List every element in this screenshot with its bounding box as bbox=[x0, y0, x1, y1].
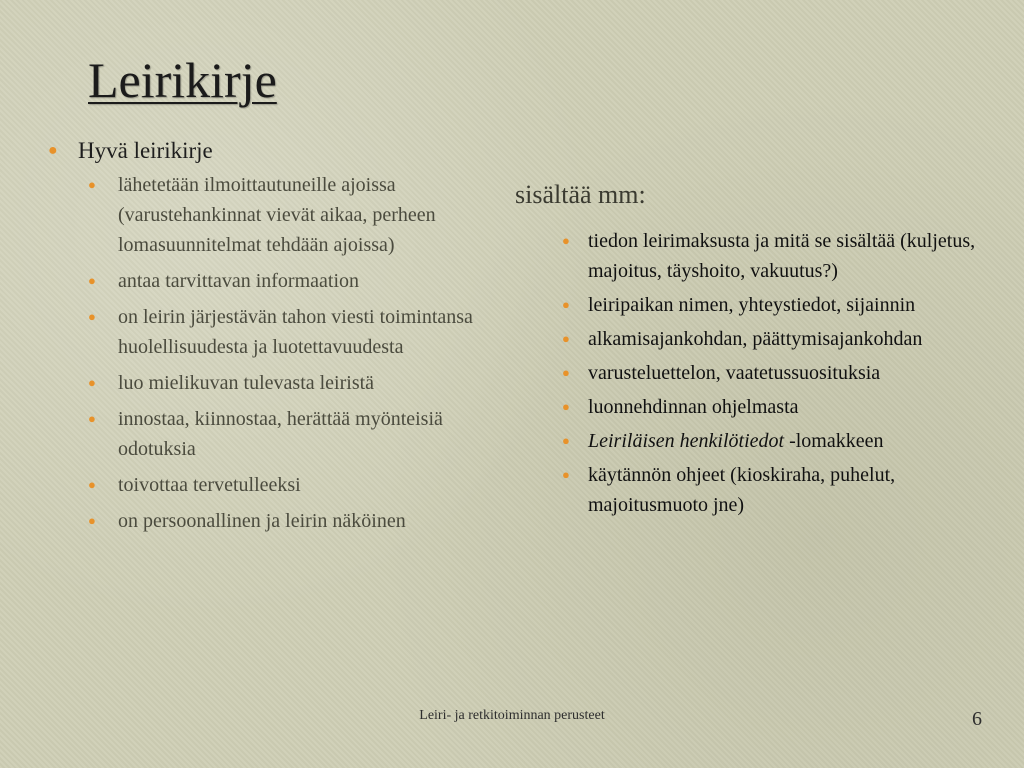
bullet-icon: ● bbox=[562, 432, 570, 448]
slide-title: Leirikirje bbox=[88, 52, 277, 108]
list-item-text: varusteluettelon, vaatetussuosituksia bbox=[588, 361, 881, 384]
list-item bbox=[86, 170, 506, 260]
main-bullet bbox=[46, 136, 506, 166]
bullet-icon: ● bbox=[48, 142, 58, 159]
list-item bbox=[560, 290, 995, 320]
bullet-icon: ● bbox=[88, 411, 96, 426]
list-item-text: on leirin järjestävän tahon viesti toimintansa huolellisuudesta ja luotettavuudesta bbox=[118, 306, 473, 358]
bullet-icon: ● bbox=[88, 375, 96, 390]
list-item-italic-text: Leiriläisen henkilötiedot bbox=[588, 429, 785, 452]
list-item bbox=[86, 470, 506, 500]
list-item bbox=[560, 226, 995, 286]
bullet-icon: ● bbox=[562, 466, 570, 482]
list-item bbox=[86, 266, 506, 296]
bullet-icon: ● bbox=[562, 364, 570, 380]
list-item-text: luo mielikuvan tulevasta leiristä bbox=[118, 372, 375, 394]
list-item-text: luonnehdinnan ohjelmasta bbox=[588, 395, 799, 418]
list-item bbox=[560, 460, 995, 520]
bullet-icon: ● bbox=[88, 477, 96, 492]
list-item bbox=[86, 302, 506, 362]
right-bullet-list bbox=[515, 226, 995, 520]
list-item-text bbox=[588, 426, 995, 456]
left-bullet-list bbox=[46, 170, 506, 536]
bullet-icon: ● bbox=[88, 177, 96, 192]
bullet-icon: ● bbox=[562, 330, 570, 346]
list-item-text: alkamisajankohdan, päättymisajankohdan bbox=[588, 327, 923, 350]
left-column bbox=[46, 136, 506, 542]
page-number: 6 bbox=[972, 708, 982, 730]
list-item-text: leiripaikan nimen, yhteystiedot, sijainnin bbox=[588, 293, 916, 316]
list-item-text: lähetetään ilmoittautuneille ajoissa (varustehankinnat vievät aikaa, perheen lomasuunnitelmat tehdään ajoissa) bbox=[118, 174, 436, 256]
list-item bbox=[86, 506, 506, 536]
bullet-icon: ● bbox=[88, 309, 96, 324]
list-item-rest-text: -lomakkeen bbox=[784, 429, 884, 452]
list-item bbox=[560, 426, 995, 456]
bullet-icon: ● bbox=[88, 513, 96, 528]
list-item bbox=[86, 404, 506, 464]
list-item-text: tiedon leirimaksusta ja mitä se sisältää (kuljetus, majoitus, täyshoito, vakuutus?) bbox=[588, 229, 976, 282]
list-item-text: toivottaa tervetulleeksi bbox=[118, 474, 301, 496]
list-item bbox=[560, 358, 995, 388]
slide-footer: Leiri- ja retkitoiminnan perusteet bbox=[419, 708, 605, 723]
bullet-icon: ● bbox=[562, 398, 570, 414]
right-heading: sisältää mm: bbox=[515, 180, 646, 209]
list-item bbox=[560, 392, 995, 422]
bullet-icon: ● bbox=[562, 296, 570, 312]
list-item bbox=[86, 368, 506, 398]
list-item-text: on persoonallinen ja leirin näköinen bbox=[118, 510, 406, 532]
list-item-text: innostaa, kiinnostaa, herättää myönteisiä odotuksia bbox=[118, 408, 443, 460]
main-bullet-text: Hyvä leirikirje bbox=[78, 138, 213, 163]
bullet-icon: ● bbox=[88, 273, 96, 288]
list-item-text: antaa tarvittavan informaation bbox=[118, 270, 360, 292]
bullet-icon: ● bbox=[562, 232, 570, 248]
right-column bbox=[515, 178, 995, 524]
list-item bbox=[560, 324, 995, 354]
list-item-text: käytännön ohjeet (kioskiraha, puhelut, majoitusmuoto jne) bbox=[588, 463, 896, 516]
